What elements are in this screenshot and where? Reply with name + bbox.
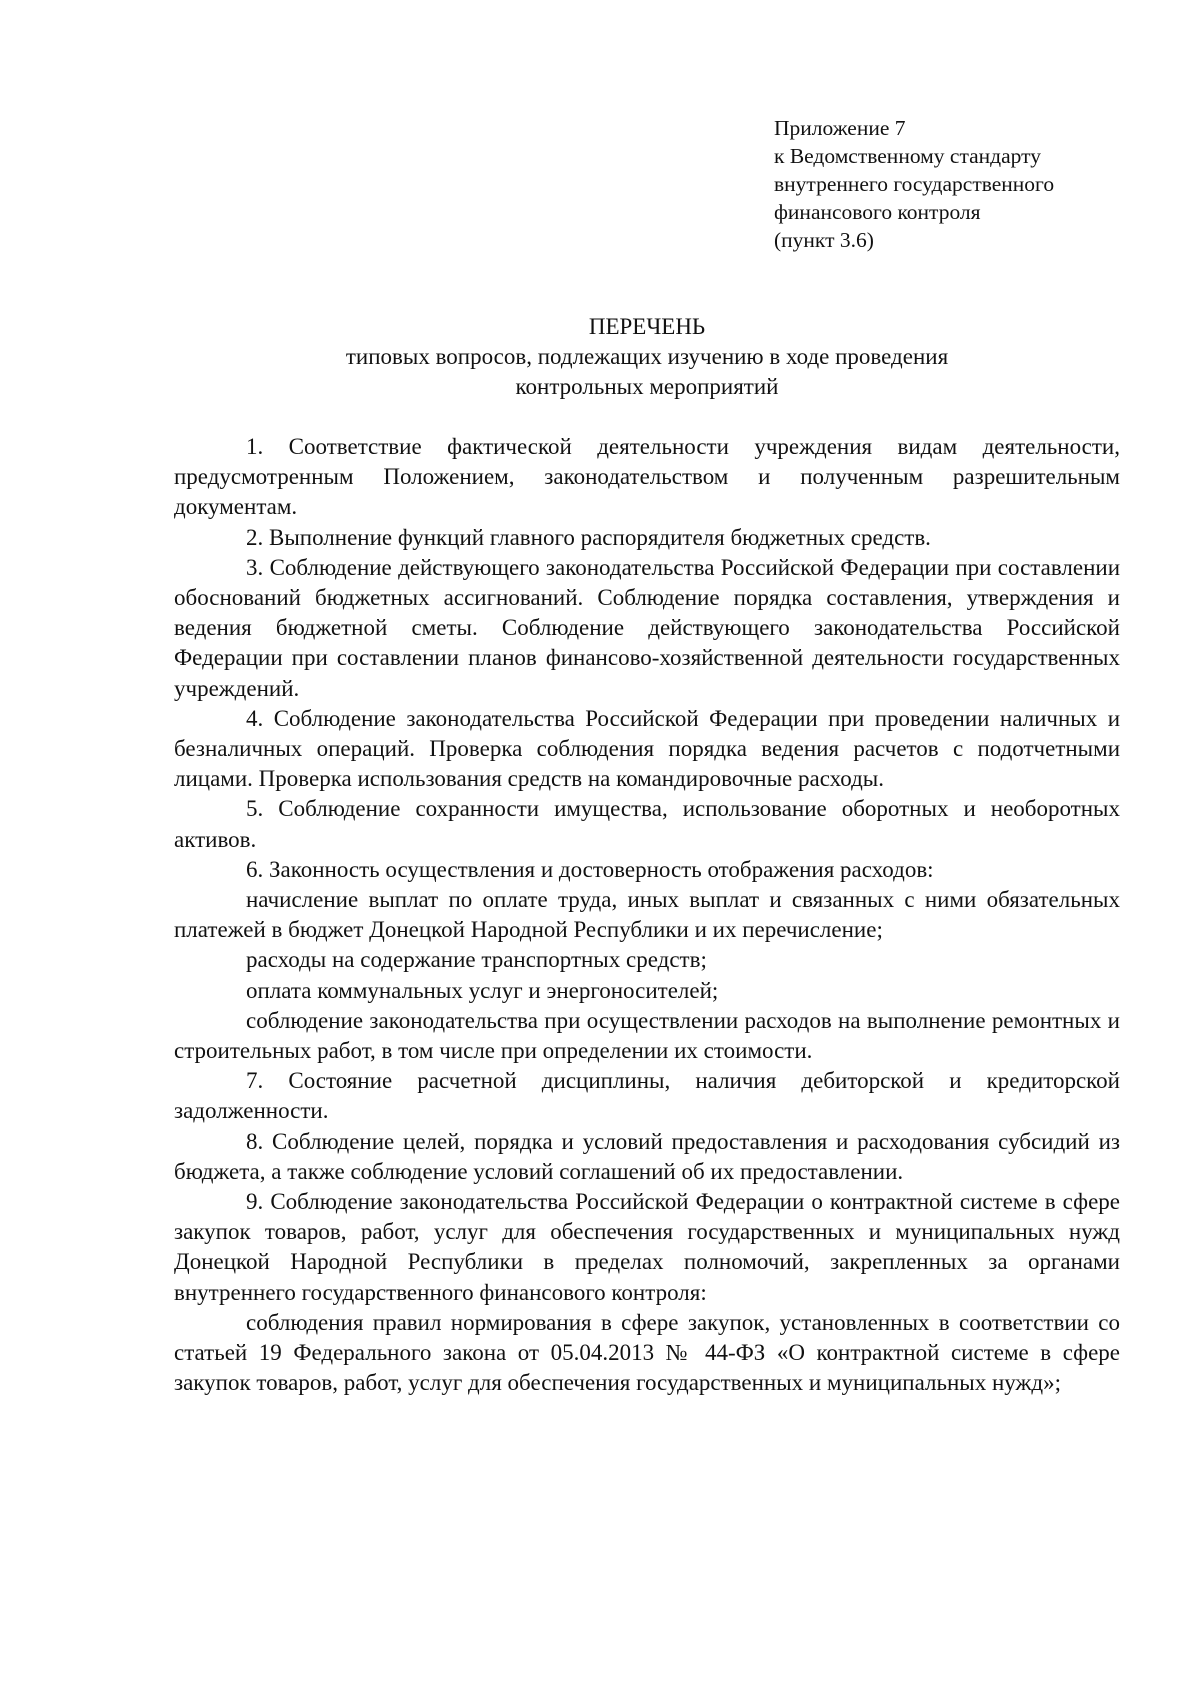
paragraph-subitem: соблюдения правил нормирования в сфере закупок, установленных в соответствии со статьей 19 Федерального закона от 05.04.2013 № 44-ФЗ «О контрактной системе в сфере закупок товаров, работ, услуг для обеспечения государственных и муниципальных нужд»; bbox=[174, 1309, 1120, 1396]
appendix-line: финансового контроля bbox=[774, 200, 981, 224]
appendix-line: (пункт 3.6) bbox=[774, 228, 874, 252]
document-subtitle-line: типовых вопросов, подлежащих изучению в ходе проведения bbox=[345, 344, 949, 369]
paragraph-item-7: 7. Состояние расчетной дисциплины, наличия дебиторской и кредиторской задолженности. bbox=[174, 1068, 1120, 1124]
paragraph-subitem: оплата коммунальных услуг и энергоносителей; bbox=[246, 977, 719, 1003]
appendix-line: к Ведомственному стандарту bbox=[774, 144, 1041, 168]
paragraph-item-5: 5. Соблюдение сохранности имущества, использование оборотных и необоротных активов. bbox=[174, 796, 1120, 852]
title-block bbox=[174, 312, 1120, 402]
paragraph-subitem: соблюдение законодательства при осуществлении расходов на выполнение ремонтных и строительных работ, в том числе при определении их стоимости. bbox=[174, 1007, 1120, 1064]
appendix-line: Приложение 7 bbox=[774, 116, 906, 140]
document-subtitle-line: контрольных мероприятий bbox=[515, 374, 779, 399]
paragraph-subitem: расходы на содержание транспортных средств; bbox=[246, 947, 707, 973]
paragraph-item-8: 8. Соблюдение целей, порядка и условий предоставления и расходования субсидий из бюджета, а также соблюдение условий соглашений об их предоставлении. bbox=[174, 1128, 1120, 1184]
paragraph-item-3: 3. Соблюдение действующего законодательства Российской Федерации при составлении обоснований бюджетных ассигнований. Соблюдение порядка составления, утверждения и ведения бюджетной сметы. Соблюдение действующего законодательства Российской Федерации при составлении планов финансово-хозяйственной деятельности государственных учреждений. bbox=[174, 554, 1120, 701]
paragraph-item-1: 1. Соответствие фактической деятельности учреждения видам деятельности, предусмотренным Положением, законодательством и полученным разрешительным документам. bbox=[174, 434, 1120, 520]
paragraph-item-4: 4. Соблюдение законодательства Российской Федерации при проведении наличных и безналичных операций. Проверка соблюдения порядка ведения расчетов с подотчетными лицами. Проверка использования средств на командировочные расходы. bbox=[174, 705, 1120, 792]
document-title: ПЕРЕЧЕНЬ bbox=[588, 314, 706, 339]
paragraph-subitem: начисление выплат по оплате труда, иных выплат и связанных с ними обязательных платежей в бюджет Донецкой Народной Республики и их перечисление; bbox=[174, 887, 1120, 943]
appendix-header bbox=[774, 114, 1054, 254]
paragraph-item-2: 2. Выполнение функций главного распорядителя бюджетных средств. bbox=[246, 524, 931, 550]
appendix-line: внутреннего государственного bbox=[774, 172, 1055, 196]
document-body bbox=[174, 432, 1120, 1399]
paragraph-item-6: 6. Законность осуществления и достоверность отображения расходов: bbox=[246, 856, 934, 882]
paragraph-item-9: 9. Соблюдение законодательства Российской Федерации о контрактной системе в сфере закупок товаров, работ, услуг для обеспечения государственных и муниципальных нужд Донецкой Народной Республики в пределах полномочий, закрепленных за органами внутреннего государственного финансового контроля: bbox=[174, 1189, 1120, 1305]
